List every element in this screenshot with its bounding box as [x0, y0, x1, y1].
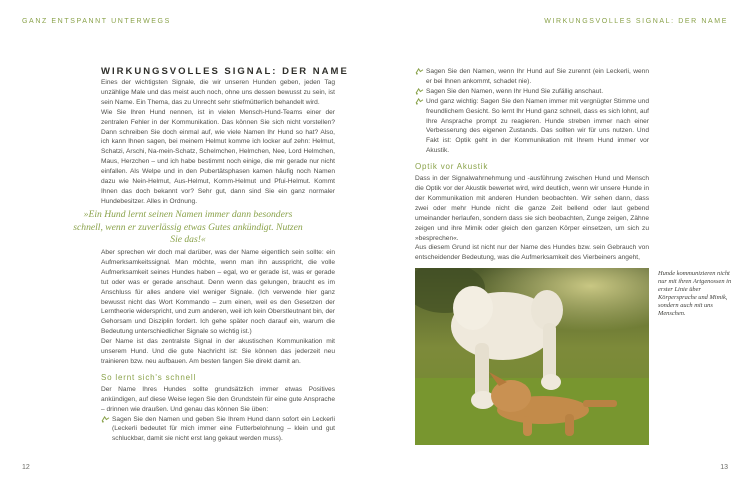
paragraph: Aber sprechen wir doch mal darüber, was der Name eigentlich sein sollte: ein Aufmerksamkeitssignal. Man möchte, wenn man ihn ausspricht, die volle Aufmerksamkeit seines Hundes haben – egal, wo er gerade ist, was er gerade tut oder was er gerade anschaut. Denn wenn das gelungen, braucht es im Anschluss für alles andere viel weniger Signale. (Ich verwende hier ganz bewusst nicht das Wort Kommando – zum einen, weil es den Gesetzen der Lerntheorie widerspricht, und zum anderen, weil ich kein Oberstleutnant bin, der Gehorsam und Disziplin fordert. Ich gehe später noch darauf ein, warum die Bedeutung unterschiedlicher Signale so wichtig ist.)	[101, 249, 335, 336]
list-item-text: Und ganz wichtig: Sagen Sie den Namen immer mit vergnügter Stimme und freundlichem Gesicht. So lernt Ihr Hund ganz schnell, dass es sich lohnt, auf Ihre Ansprache prompt zu reagieren. Hunde streben immer nach einer Verbesserung des eigenen Zustands. Das sollten wir für uns nutzen. Und Fakt ist: Optik geht in der Kommunikation mit Ihrem Hund immer vor Akustik.	[426, 97, 649, 155]
running-head-left: GANZ ENTSPANNT UNTERWEGS	[22, 18, 171, 25]
list-item	[415, 87, 649, 97]
list-item	[101, 415, 335, 445]
photo-caption: Hunde kommunizieren nicht nur mit ihren Artgenossen in erster Linie über Körpersprache und Mimik, sondern auch mit uns Menschen.	[658, 270, 732, 317]
pull-quote: »Ein Hund lernt seinen Namen immer dann besonders schnell, wenn er zuverlässig etwas Gutes ankündigt. Nutzen Sie das!«	[73, 209, 303, 245]
right-column	[415, 67, 649, 263]
list-item-text: Sagen Sie den Namen und geben Sie Ihrem Hund dann sofort ein Leckerli (Leckerli bedeutet für mich immer eine Futterbelohnung – klein und gut schluckbar, damit sie nicht erst lang gekaut werden muss).	[112, 415, 335, 443]
paragraph: Der Name Ihres Hundes sollte grundsätzlich immer etwas Positives ankündigen, auf diese Weise legen Sie den Grundstein für eine gute Ansprache – drinnen wie draußen. Und genau das können Sie üben:	[101, 385, 335, 413]
subheading: So lernt sich's schnell	[101, 372, 197, 382]
list-item	[415, 97, 649, 156]
paw-icon	[415, 68, 424, 75]
paragraph: Aus diesem Grund ist nicht nur der Name des Hundes bzw. sein Gebrauch von entscheidender Bedeutung, was die Aufmerksamkeit des Vierbeiners angeht,	[415, 244, 649, 262]
paragraph: Der Name ist das zentralste Signal in der akustischen Kommunikation mit unserem Hund. Und die gute Nachricht ist: Sie können das jederzeit neu trainieren bzw. neu aufbauen. Am besten fangen Sie direkt damit an.	[101, 338, 335, 365]
page-number-right: 13	[720, 464, 728, 471]
subheading: Optik vor Akustik	[415, 162, 489, 172]
paw-icon	[415, 88, 424, 95]
dogs-photo-illustration	[415, 268, 649, 445]
list-item	[415, 67, 649, 87]
paw-icon	[415, 98, 424, 105]
paragraph: Eines der wichtigsten Signale, die wir unseren Hunden geben, jeden Tag unzählige Male und das meist auch noch, ohne uns dessen bewusst zu sein, ist sein Name. Ein Thema, das zu Unrecht sehr stiefmütterlich behandelt wird.	[101, 79, 335, 106]
left-column-top	[101, 78, 335, 207]
list-item-text: Sagen Sie den Namen, wenn Ihr Hund Sie zufällig anschaut.	[426, 87, 604, 95]
left-column-bottom	[101, 248, 335, 444]
paragraph: Wie Sie Ihren Hund nennen, ist in vielen Mensch-Hund-Teams einer der zentralen Fehler in der Kommunikation. Das können Sie sich nicht vorstellen? Dann schreiben Sie doch einmal auf, wie viele Namen Ihr Hund so hat? Also, ich kann Ihnen sagen, bei meinem Helmut komme ich locker auf zehn: Helmut, Schatzi, Arschi, Na-mein-Schatz, Schelmchen, Helmchen, Nee, Lord Helmchen, Maus, Herzchen – und ich habe bestimmt noch einige, die mir gerade nur nicht einfallen. Als Welpe und in den Pubertätsphasen kamen häufig noch Namen dazu wie Nein-Helmut, Aus-Helmut, Komm-Helmut und Pfui-Helmut. Kommt Ihnen das doch bekannt vor? Sehr gut, dann sind Sie ein ganz normaler Hundebesitzer. Alles in Ordnung.	[101, 108, 335, 205]
running-head-right: WIRKUNGSVOLLES SIGNAL: DER NAME	[544, 18, 728, 25]
page-number-left: 12	[22, 464, 30, 471]
dogs-photo	[415, 268, 649, 445]
section-heading: WIRKUNGSVOLLES SIGNAL: DER NAME	[101, 66, 349, 77]
paragraph: Dass in der Signalwahrnehmung und -ausführung zwischen Hund und Mensch die Optik vor der Akustik bewertet wird, wird deutlich, wenn wir unsere Hunde in der Kommunikation mit anderen Hunden beobachten. Wir sehen dann, dass zwei oder mehr Hunde nicht die ganze Zeit bellend oder laut gebend umeinander herlaufen, sondern dass sie sich beobachten, Zunge zeigen, Zähne zeigen und ihre Mimik oder gleich den ganzen Körper einsetzen, um sich zu »besprechen«.	[415, 175, 649, 242]
paw-icon	[101, 416, 110, 423]
list-item-text: Sagen Sie den Namen, wenn Ihr Hund auf Sie zurennt (ein Leckerli, wenn er bei Ihnen ankommt, schadet nie).	[426, 68, 649, 85]
